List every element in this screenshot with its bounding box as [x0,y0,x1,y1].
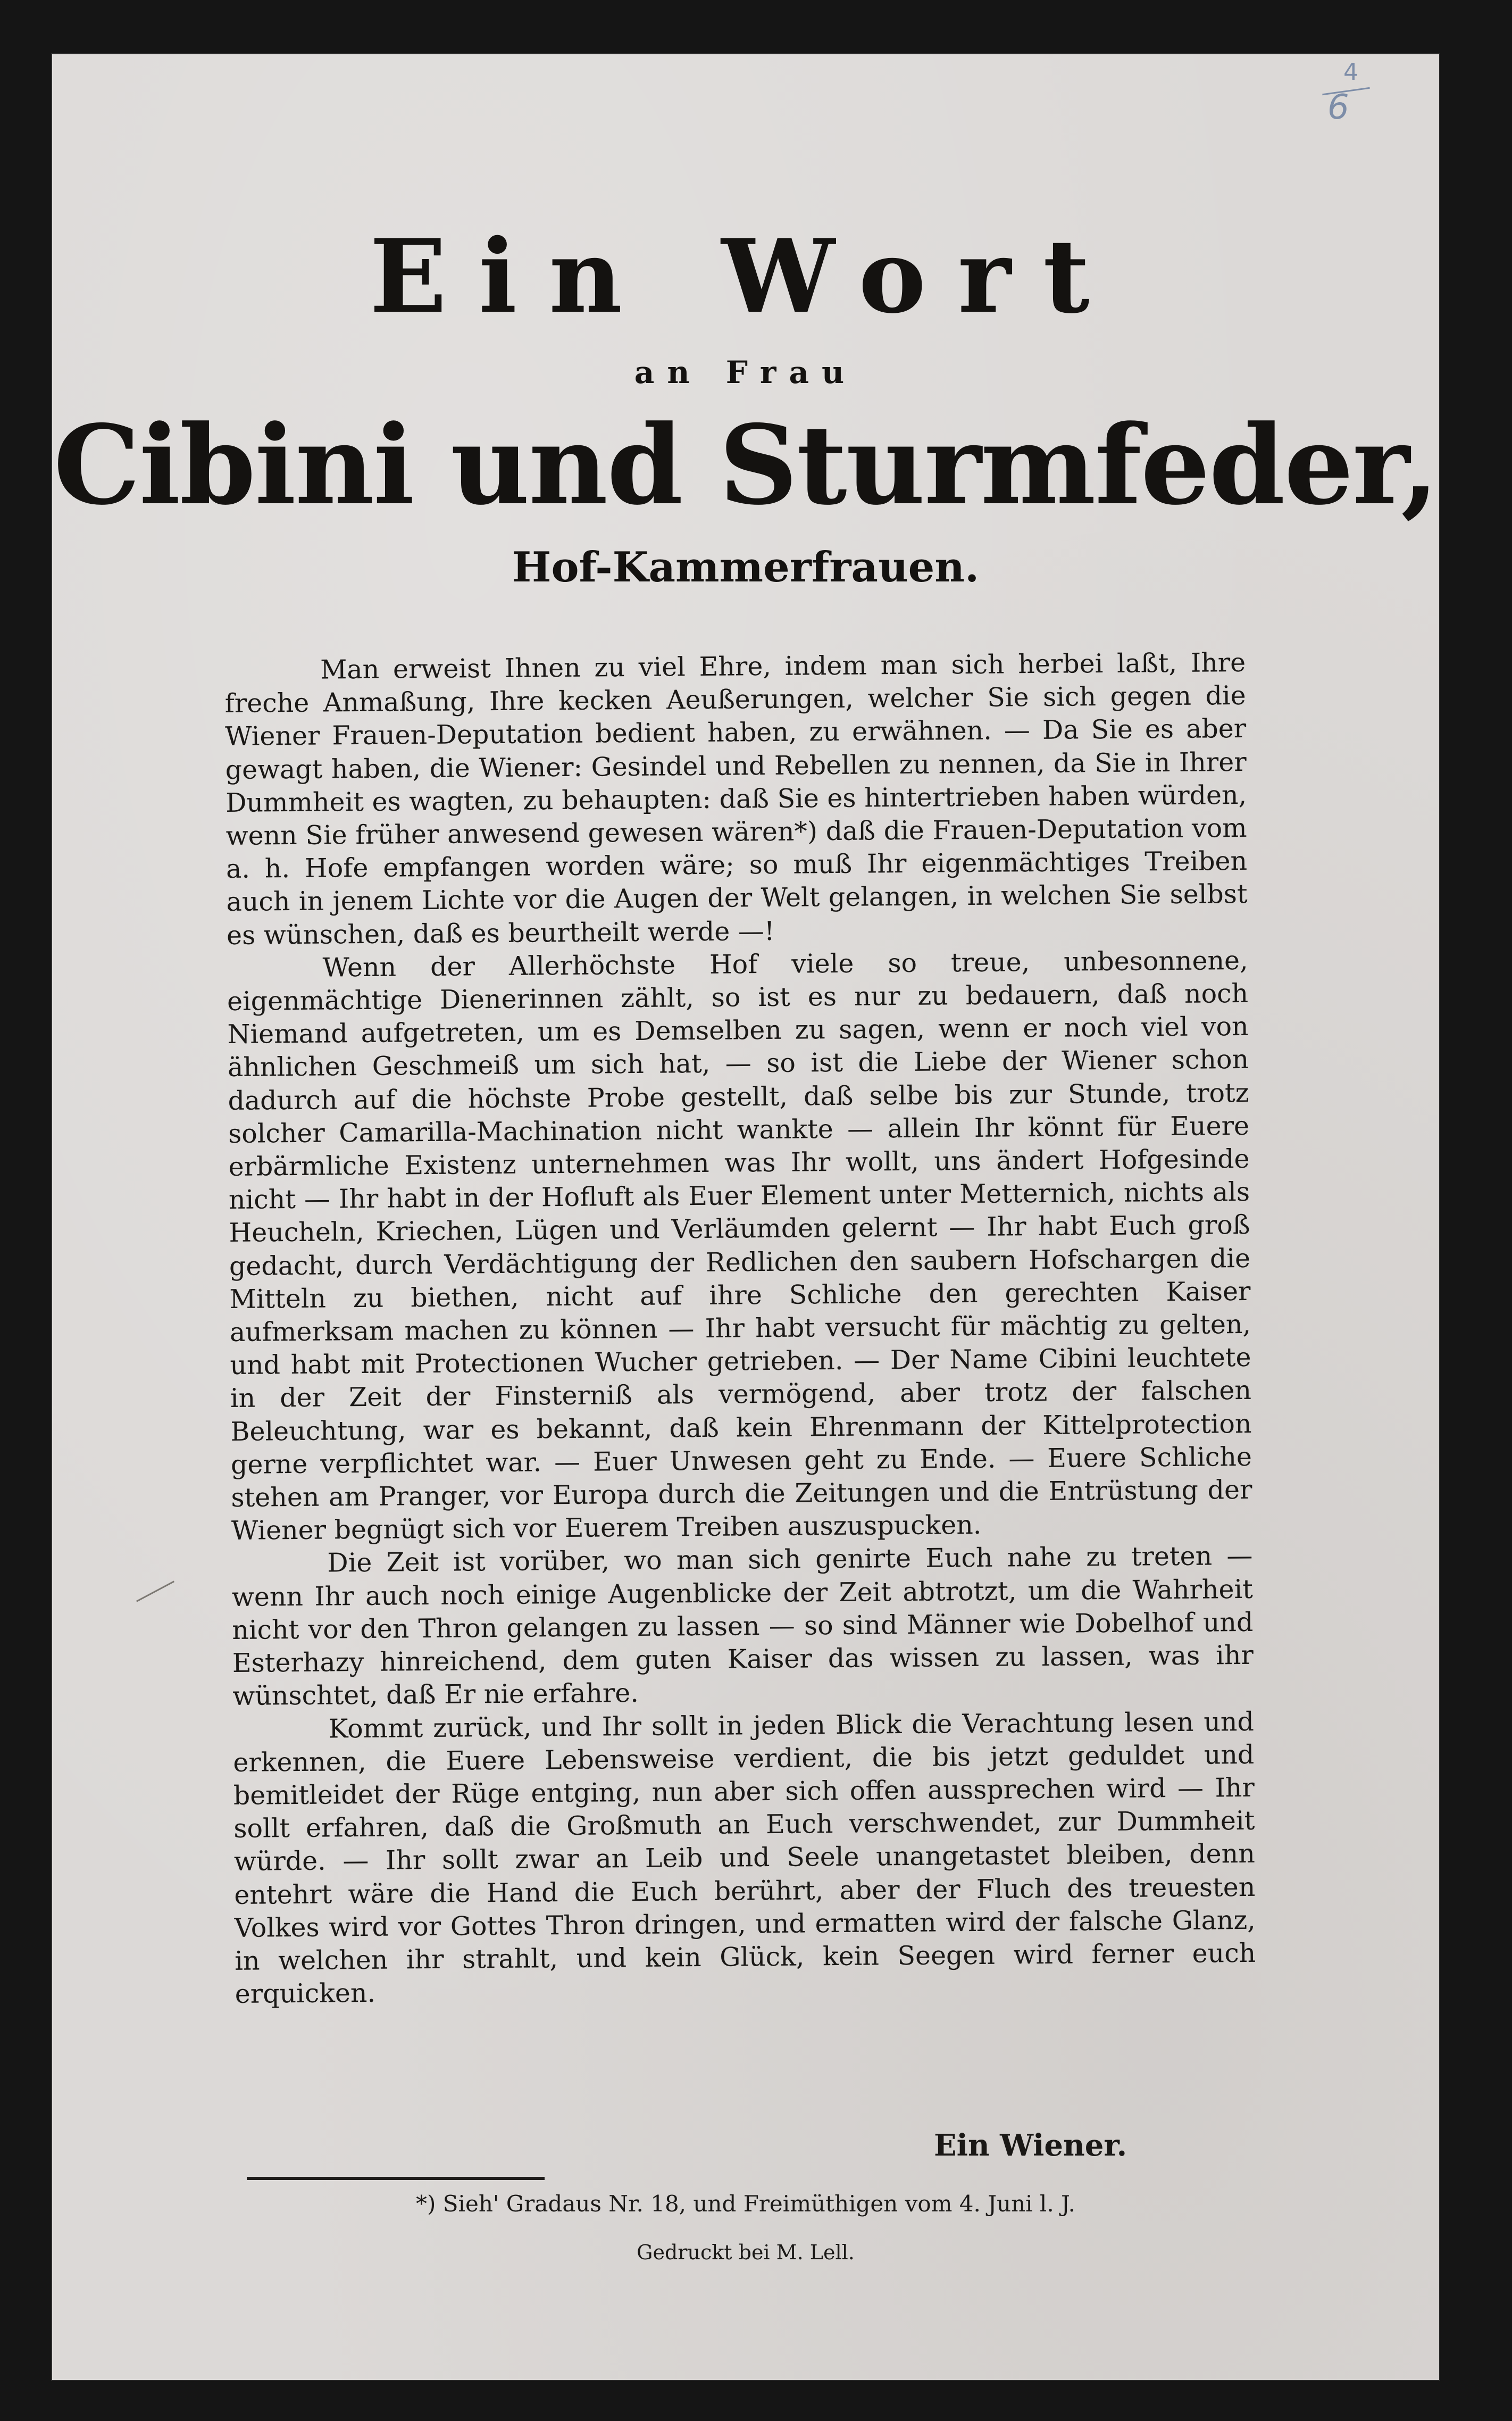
archive-pencil-mark [1290,59,1397,128]
archive-mark-bottom: 6 [1327,88,1349,127]
addressee-role: Hof-Kammerfrauen. [512,543,980,592]
margin-mark [136,1580,174,1602]
subheadline: an Frau [634,354,857,390]
document-sheet [51,53,1440,2381]
archive-mark-top: 4 [1343,59,1358,86]
paragraph-4: Kommt zurück, und Ihr sollt in jeden Blick die Verachtung lesen und erkennen, die Euere Lebensweise verdient, die bis jetzt geduldet und bemitleidet der Rüge entging, nun aber sich offen aussprechen wird — Ihr sollt erfahren, daß die Großmuth an Euch verschwendet, zur Dummheit würde. — Ihr sollt zwar an Leib und Seele unangetastet bleiben, denn entehrt wäre die Hand die Euch berührt, aber der Fluch des treuesten Volkes wird vor Gottes Thron dringen, und ermatten wird der falsche Glanz, in welchen ihr strahlt, und kein Glück, kein Seegen wird ferner euch erquicken. [233,1706,1256,2010]
paragraph-3: Die Zeit ist vorüber, wo man sich genirte Euch nahe zu treten — wenn Ihr auch noch einige Augenblicke der Zeit abtrotzt, um die Wahrheit nicht vor den Thron gelangen zu lassen — so sind Männer wie Dobelhof und Esterhazy hinreichend, dem guten Kaiser das wissen zu lassen, was ihr wünschtet, daß Er nie erfahre. [231,1541,1254,1712]
signature: Ein Wiener. [934,2128,1127,2163]
paragraph-1: Man erweist Ihnen zu viel Ehre, indem man sich herbei laßt, Ihre freche Anmaßung, Ihre kecken Aeußerungen, welcher Sie sich gegen die Wiener Frauen-Deputation bedient haben, zu erwähnen. — Da Sie es aber gewagt haben, die Wiener: Gesindel und Rebellen zu nennen, da Sie in Ihrer Dummheit es wagten, zu behaupten: daß Sie es hintertrieben haben würden, wenn Sie früher anwesend gewesen wären*) daß die Frauen-Deputation vom a. h. Hofe empfangen worden wäre; so muß Ihr eigenmächtiges Treiben auch in jenem Lichte vor die Augen der Welt gelangen, in welchen Sie selbst es wünschen, daß es beurtheilt werde —! [224,647,1248,951]
paragraph-2: Wenn der Allerhöchste Hof viele so treue, unbesonnene, eigenmächtige Dienerinnen zählt, so ist es nur zu bedauern, daß noch Niemand aufgetreten, um es Demselben zu sagen, wenn er noch viel von ähnlichen Geschmeiß um sich hat, — so ist die Liebe der Wiener schon dadurch auf die höchste Probe gestellt, daß selbe bis zur Stunde, trotz solcher Camarilla-Machination nicht wankte — allein Ihr könnt für Euere erbärmliche Existenz unternehmen was Ihr wollt, uns ändert Hofgesinde nicht — Ihr habt in der Hofluft als Euer Element unter Metternich, nichts als Heucheln, Kriechen, Lügen und Verläumden gelernt — Ihr habt Euch groß gedacht, durch Verdächtigung der Redlichen den saubern Hofschargen die Mitteln zu biethen, nicht auf ihre Schliche den gerechten Kaiser aufmerksam machen zu können — Ihr habt versucht für mächtig zu gelten, und habt mit Protectionen Wucher getrieben. — Der Name Cibini leuchtete in der Zeit der Finsterniß als vermögend, aber trotz der falschen Beleuchtung, war es bekannt, daß kein Ehrenmann der Kittelprotection gerne verpflichtet war. — Euer Unwesen geht zu Ende. — Euere Schliche stehen am Pranger, vor Europa durch die Zeitungen und die Entrüstung der Wiener begnügt sich vor Euerem Treiben auszuspucken. [227,945,1252,1546]
footnote: *) Sieh' Gradaus Nr. 18, und Freimüthigen vom 4. Juni l. J. [416,2191,1075,2217]
body-text [224,646,1256,2011]
addressee-names: Cibini und Sturmfeder, [53,402,1438,529]
headline: Ein Wort [370,217,1122,336]
printer-imprint: Gedruckt bei M. Lell. [637,2241,855,2264]
footnote-rule [247,2177,545,2180]
